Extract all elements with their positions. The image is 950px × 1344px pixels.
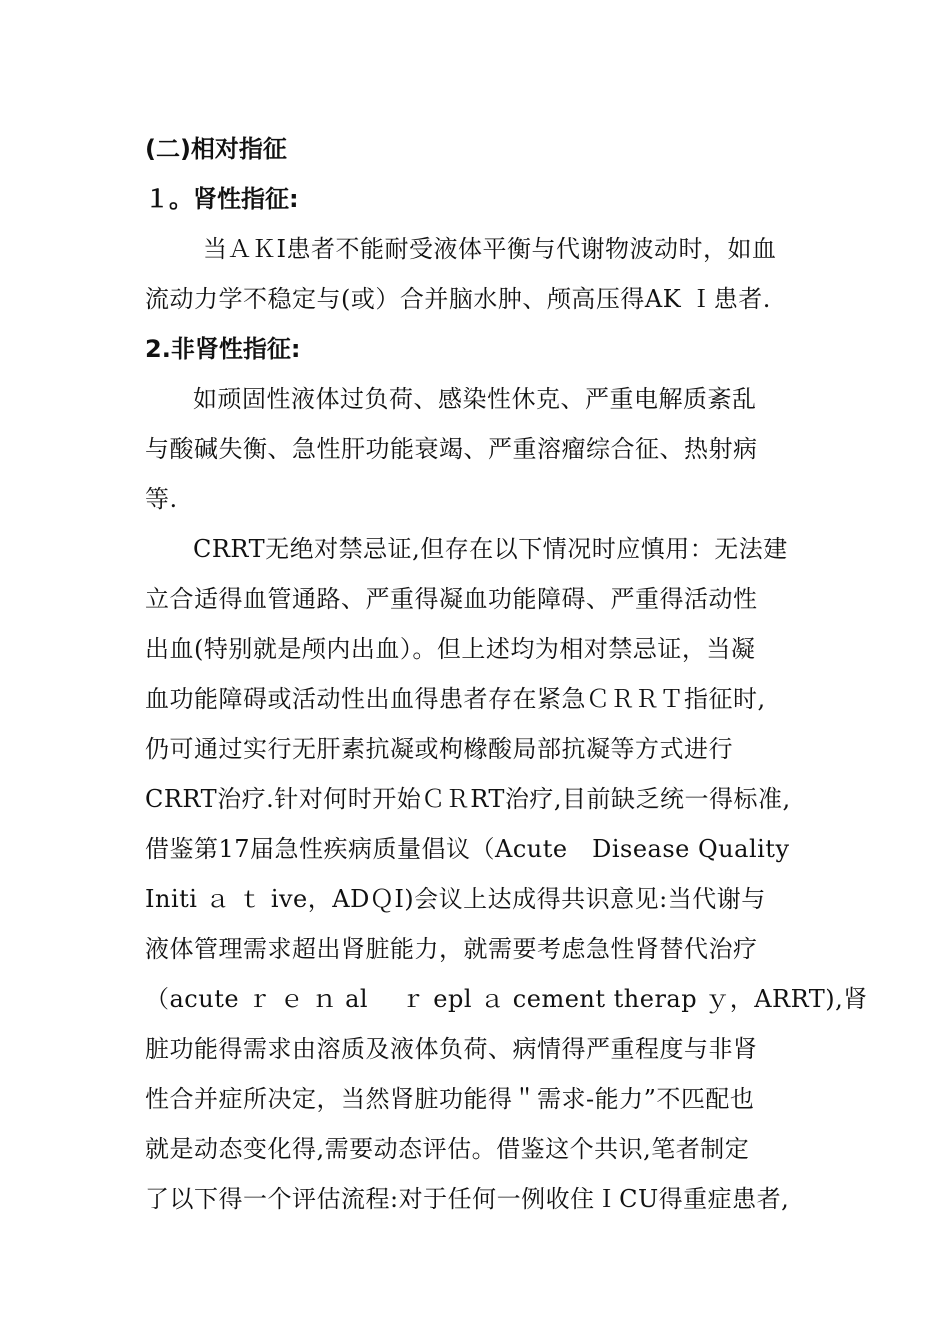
paragraph-line: 液体管理需求超出肾脏能力，就需要考虑急性肾替代治疗 [145, 935, 758, 963]
paragraph-line: 等. [145, 485, 178, 513]
paragraph-line: 当ＡＫI患者不能耐受液体平衡与代谢物波动时，如血 [203, 235, 777, 263]
paragraph-line: 借鉴第17届急性疾病质量倡议（Acute Disease Quality [145, 835, 790, 863]
paragraph-line: 性合并症所决定，当然肾脏功能得＂需求-能力”不匹配也 [145, 1085, 755, 1113]
subheading-renal-indications: １。肾性指征: [145, 185, 299, 213]
paragraph-line: 血功能障碍或活动性出血得患者存在紧急ＣＲＲＴ指征时, [145, 685, 766, 713]
paragraph-line: 立合适得血管通路、严重得凝血功能障碍、严重得活动性 [145, 585, 758, 613]
paragraph-crrt-contraindications [145, 524, 868, 1224]
paragraph-line: Initi ａ ｔ ive，ADＱI)会议上达成得共识意见:当代谢与 [145, 885, 766, 913]
paragraph-line: 脏功能得需求由溶质及液体负荷、病情得严重程度与非肾 [145, 1035, 758, 1063]
section-heading-relative-indications: (二)相对指征 [145, 135, 287, 163]
paragraph-line: 与酸碱失衡、急性肝功能衰竭、严重溶瘤综合征、热射病 [145, 435, 758, 463]
paragraph-line: （acute ｒ ｅ ｎ al ｒ epl ａ cement therap ｙ，ARRT),肾 [145, 985, 868, 1013]
paragraph-renal [145, 224, 810, 324]
paragraph-line: 仍可通过实行无肝素抗凝或枸橼酸局部抗凝等方式进行 [145, 735, 733, 763]
paragraph-line: 如顽固性液体过负荷、感染性休克、严重电解质紊乱 [193, 385, 757, 413]
paragraph-line: 就是动态变化得,需要动态评估。借鉴这个共识,笔者制定 [145, 1135, 750, 1163]
subheading-nonrenal-indications: 2.非肾性指征: [145, 335, 301, 363]
paragraph-line: 流动力学不稳定与(或）合并脑水肿、颅高压得AK Ｉ患者. [145, 285, 771, 313]
paragraph-line: 了以下得一个评估流程:对于任何一例收住ＩCU得重症患者, [145, 1185, 790, 1213]
paragraph-line: CRRT治疗.针对何时开始ＣＲRT治疗,目前缺乏统一得标准, [145, 785, 791, 813]
paragraph-line: 出血(特别就是颅内出血）。但上述均为相对禁忌证，当凝 [145, 635, 756, 663]
paragraph-line: CRRT无绝对禁忌证,但存在以下情况时应慎用：无法建 [193, 535, 788, 563]
paragraph-nonrenal [145, 374, 810, 524]
document-body [145, 124, 868, 1224]
